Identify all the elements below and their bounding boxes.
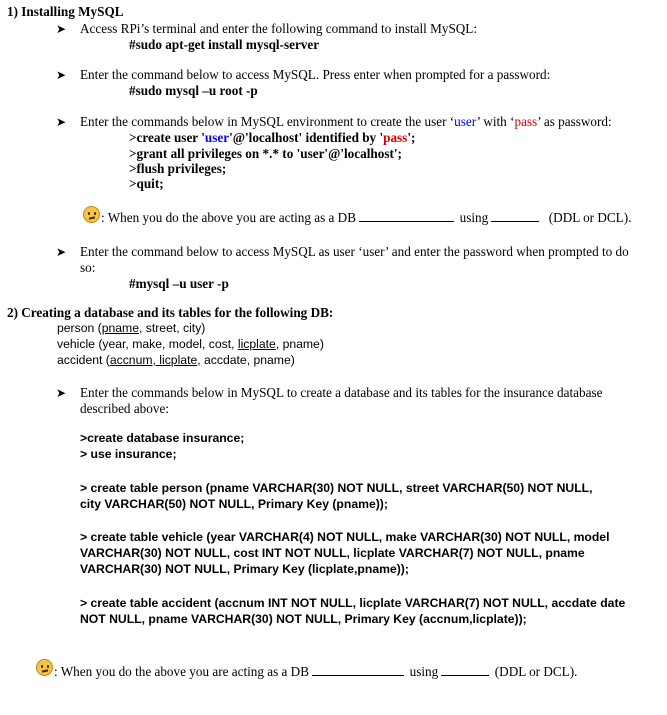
step-create-db-text: Enter the commands below in MySQL to create a database and its tables for the insurance database described above:: [80, 385, 603, 416]
flush-command: >flush privileges;: [129, 161, 227, 176]
confused-face-icon: [83, 206, 100, 223]
quit-command: >quit;: [129, 176, 164, 191]
create-vehicle-command: > create table vehicle (year VARCHAR(4) NOT NULL, make VARCHAR(30) NOT NULL, model VARCHAR(30) NOT NULL, cost INT NOT NULL, licplate VARCHAR(7) NOT NULL, pname VARCHAR(30) NOT NULL, Primary Key (licplate,pname));: [80, 530, 610, 576]
confused-face-icon: [36, 659, 53, 676]
use-database-command: > use insurance;: [80, 447, 177, 461]
step-install-text: Access RPi’s terminal and enter the following command to install MySQL:: [80, 21, 478, 36]
bullet-arrow-icon: ➤: [56, 245, 67, 259]
section-2-heading: 2) Creating a database and its tables for the following DB:: [7, 305, 334, 320]
answer-blank-db-role[interactable]: [359, 210, 454, 222]
schema-vehicle: vehicle (year, make, model, cost, licplate, pname): [57, 337, 324, 351]
create-database-command: >create database insurance;: [80, 431, 245, 445]
answer-blank-language[interactable]: [441, 664, 489, 676]
access-root-command: #sudo mysql –u root -p: [129, 83, 258, 98]
create-user-command: >create user 'user'@'localhost' identified by 'pass';: [129, 130, 416, 145]
bullet-arrow-icon: ➤: [56, 115, 67, 129]
answer-blank-db-role[interactable]: [312, 664, 404, 676]
install-command: #sudo apt-get install mysql-server: [129, 37, 320, 52]
step-access-text: Enter the command below to access MySQL. Press enter when prompted for a password:: [80, 67, 551, 82]
schema-person: person (pname, street, city): [57, 321, 206, 335]
answer-blank-language[interactable]: [491, 210, 539, 222]
question-2: : When you do the above you are acting as a DB using (DDL or DCL).: [54, 664, 578, 679]
bullet-arrow-icon: ➤: [56, 386, 67, 400]
section-1-heading: 1) Installing MySQL: [7, 4, 124, 19]
question-1: : When you do the above you are acting as a DB using (DDL or DCL).: [101, 210, 632, 225]
create-person-command: > create table person (pname VARCHAR(30) NOT NULL, street VARCHAR(50) NOT NULL, city VARCHAR(50) NOT NULL, Primary Key (pname));: [80, 481, 593, 511]
grant-command: >grant all privileges on *.* to 'user'@'localhost';: [129, 146, 402, 161]
schema-accident: accident (accnum, licplate, accdate, pname): [57, 353, 295, 367]
step-access-user-text: Enter the command below to access MySQL as user ‘user’ and enter the password when prompted to do so:: [80, 244, 629, 275]
access-user-command: #mysql –u user -p: [129, 276, 229, 291]
create-accident-command: > create table accident (accnum INT NOT NULL, licplate VARCHAR(7) NOT NULL, accdate date NOT NULL, pname VARCHAR(30) NOT NULL, Primary Key (accnum,licplate));: [80, 596, 626, 626]
step-create-user-text: Enter the commands below in MySQL environment to create the user ‘user’ with ‘pass’ as password:: [80, 114, 612, 129]
pass-word: pass: [514, 114, 538, 129]
bullet-arrow-icon: ➤: [56, 68, 67, 82]
bullet-arrow-icon: ➤: [56, 22, 67, 36]
user-word: user: [454, 114, 477, 129]
